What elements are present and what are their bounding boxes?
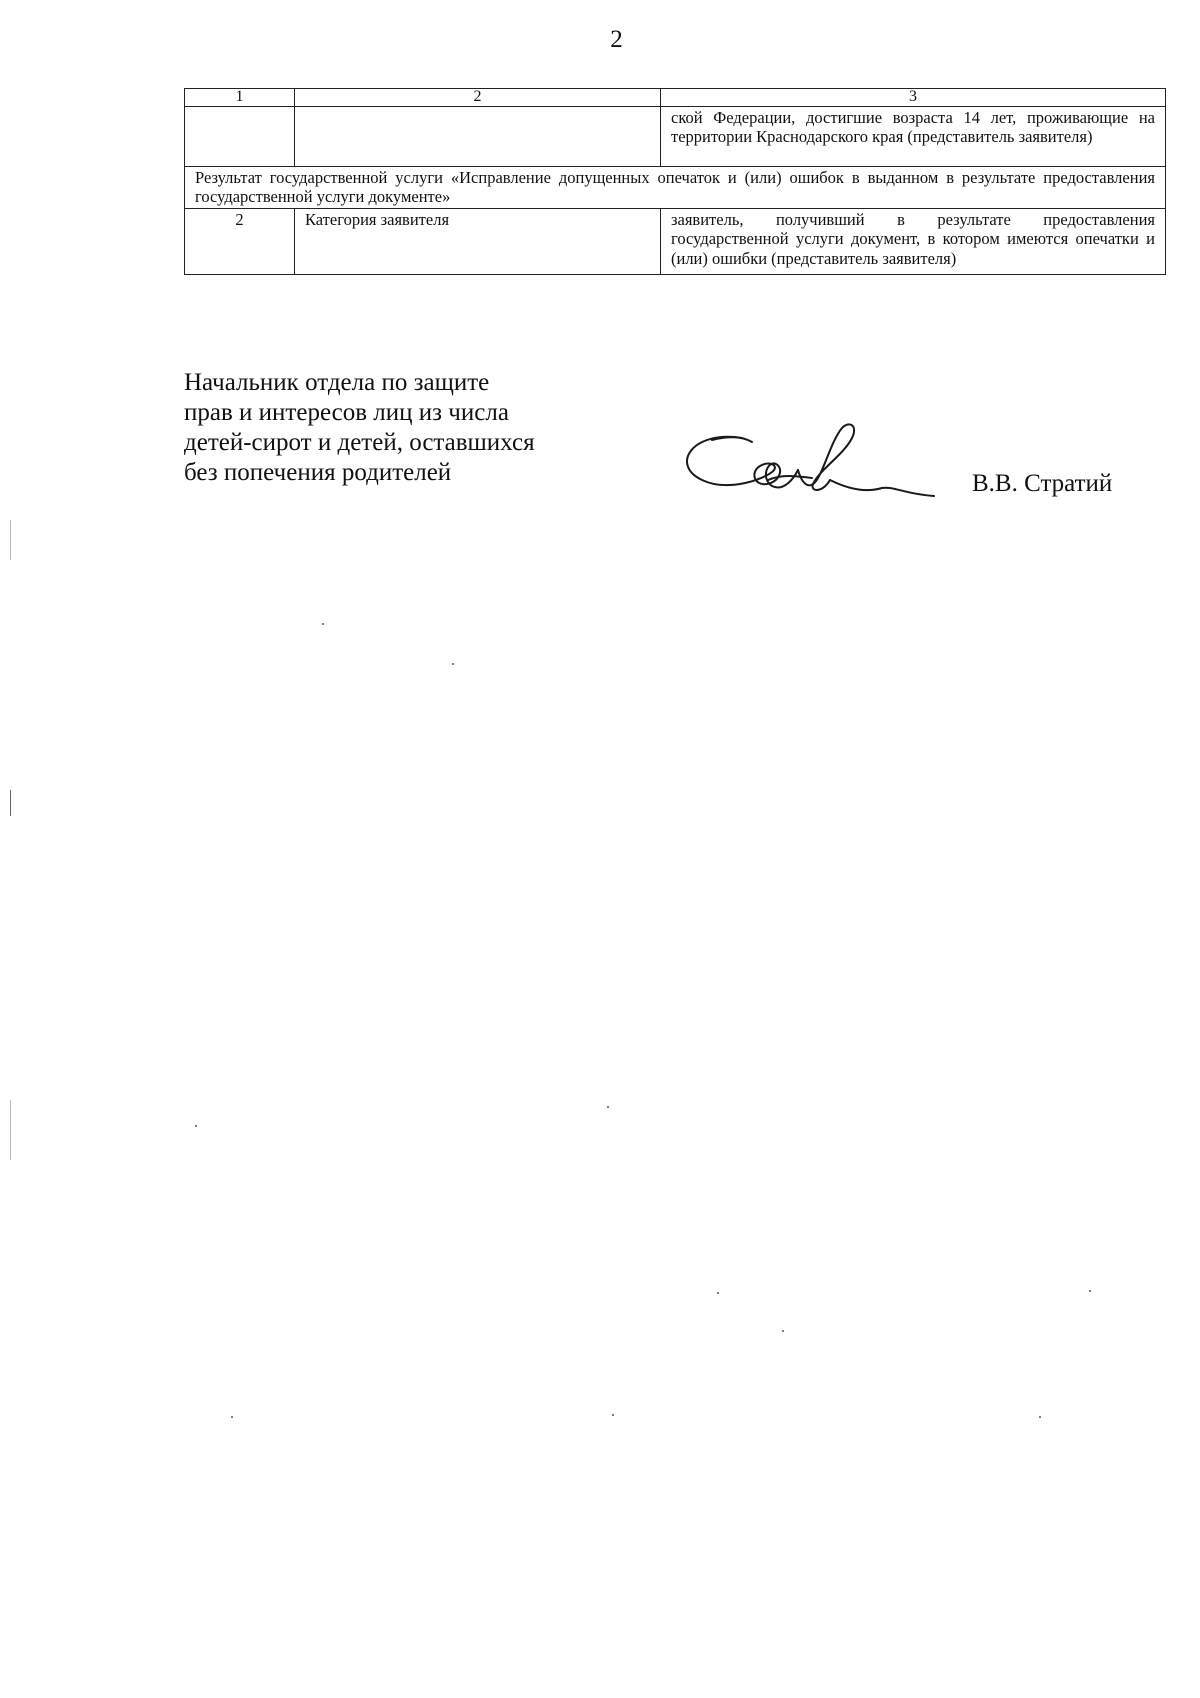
table-section-row [185, 166, 1166, 208]
position-line: детей-сирот и детей, оставшихся [184, 429, 535, 456]
position-line: прав и интересов лиц из числа [184, 399, 509, 426]
table-row [185, 208, 1166, 274]
scan-speck [717, 1292, 719, 1294]
scan-edge-mark [10, 520, 11, 560]
scan-speck [1089, 1290, 1091, 1292]
table-header-row [185, 89, 1166, 107]
scan-speck [1039, 1416, 1041, 1418]
signatory-position [184, 368, 604, 488]
handwritten-signature [672, 420, 942, 520]
row-label-cell: Категория заявителя [295, 208, 661, 274]
position-line: без попечения родителей [184, 459, 452, 486]
signatory-name: В.В. Стратий [972, 470, 1113, 497]
scan-speck [612, 1414, 614, 1416]
row-value-cell: заявитель, получивший в результате предоставления государственной услуги документ, в котором имеются опечатки и (или) ошибки (представитель заявителя) [661, 208, 1166, 274]
table-cell: ской Федерации, достигшие возраста 14 лет, проживающие на территории Краснодарского края (представитель заявителя) [661, 106, 1166, 166]
scan-speck [452, 663, 454, 665]
scan-speck [195, 1125, 197, 1127]
column-header: 3 [661, 89, 1166, 107]
column-header: 1 [185, 89, 295, 107]
section-heading-cell: Результат государственной услуги «Исправление допущенных опечаток и (или) ошибок в выданном в результате предоставления государственной услуги документе» [185, 166, 1166, 208]
scan-speck [782, 1330, 784, 1332]
scan-speck [231, 1416, 233, 1418]
scan-edge-mark [10, 1100, 11, 1160]
table-row [185, 106, 1166, 166]
scan-speck [322, 623, 324, 625]
column-header: 2 [295, 89, 661, 107]
row-number-cell: 2 [185, 208, 295, 274]
service-table [184, 88, 1166, 275]
scan-speck [607, 1106, 609, 1108]
table-cell [185, 106, 295, 166]
page-number: 2 [610, 26, 623, 53]
position-line: Начальник отдела по защите [184, 369, 490, 396]
table-cell [295, 106, 661, 166]
scan-edge-mark [10, 790, 11, 816]
